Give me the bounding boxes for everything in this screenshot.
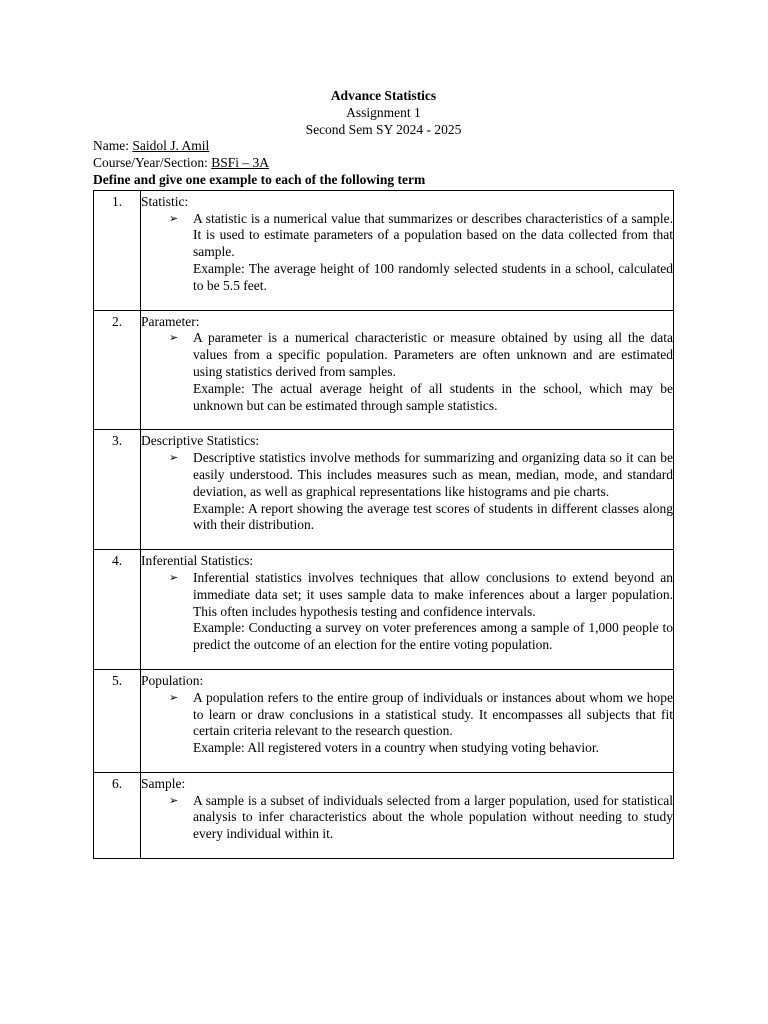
course-label: Course/Year/Section: — [93, 155, 212, 171]
arrow-bullet-icon: ➢ — [169, 451, 179, 465]
term-definition: Inferential statistics involves techniques that allow conclusions to extend beyond an immediate data set; it uses sample data to make inferences about a larger population. This often includes hypothesis testing and confidence intervals. — [193, 569, 673, 619]
bullet-item — [169, 689, 673, 757]
table-row — [94, 190, 674, 310]
term-cell — [141, 550, 674, 670]
term-cell — [141, 190, 674, 310]
arrow-bullet-icon: ➢ — [169, 570, 179, 584]
term-cell — [141, 430, 674, 550]
student-name: Saidol J. Amil — [132, 138, 210, 154]
instruction-text: Define and give one example to each of the following term — [93, 171, 426, 187]
term-number: 2. — [94, 310, 141, 430]
term-label: Sample: — [141, 775, 186, 791]
term-label: Inferential Statistics: — [141, 553, 254, 569]
term-cell — [141, 310, 674, 430]
term-number: 5. — [94, 669, 141, 772]
term-definition: Descriptive statistics involve methods for summarizing and organizing data so it can be easily understood. This includes measures such as mean, median, mode, and standard deviation, as well as graphical representations like histograms and pie charts. — [193, 450, 673, 499]
bullet-item — [169, 450, 673, 534]
document-page — [93, 88, 674, 859]
term-definition: A sample is a subset of individuals selected from a larger population, used for statistical analysis to infer characteristics about the whole population without needing to study every individual within it. — [193, 792, 673, 842]
assignment-label: Assignment 1 — [346, 104, 421, 120]
term-number: 1. — [94, 190, 141, 310]
term-example: Example: Conducting a survey on voter preferences among a sample of 1,000 people to predict the outcome of an election for the entire voting population. — [193, 620, 673, 653]
term-number: 3. — [94, 430, 141, 550]
arrow-bullet-icon: ➢ — [169, 211, 179, 225]
table-row — [94, 430, 674, 550]
terms-table — [93, 190, 674, 859]
arrow-bullet-icon: ➢ — [169, 331, 179, 345]
term-number: 4. — [94, 550, 141, 670]
term-label: Population: — [141, 672, 204, 688]
document-header — [93, 88, 674, 138]
table-row — [94, 669, 674, 772]
term-label: Descriptive Statistics: — [141, 433, 260, 449]
term-label: Parameter: — [141, 313, 200, 329]
term-example: Example: A report showing the average test scores of students in different classes along with their distribution. — [193, 500, 673, 533]
student-name-line — [93, 138, 674, 155]
document-title: Advance Statistics — [330, 88, 437, 103]
term-example: Example: The actual average height of all students in the school, which may be unknown but can be estimated through sample statistics. — [193, 380, 673, 413]
name-label: Name: — [93, 138, 133, 154]
bullet-item — [169, 792, 673, 843]
term-definition: A statistic is a numerical value that summarizes or describes characteristics of a sample. It is used to estimate parameters of a population based on the data collected from that sample. — [193, 210, 673, 260]
term-label: Statistic: — [141, 193, 189, 209]
arrow-bullet-icon: ➢ — [169, 793, 179, 807]
term-example: Example: The average height of 100 randomly selected students in a school, calculated to be 5.5 feet. — [193, 260, 673, 293]
bullet-item — [169, 330, 673, 414]
term-cell — [141, 772, 674, 858]
term-cell — [141, 669, 674, 772]
term-number: 6. — [94, 772, 141, 858]
table-row — [94, 772, 674, 858]
bullet-item — [169, 569, 673, 654]
arrow-bullet-icon: ➢ — [169, 690, 179, 704]
course-value: BSFi – 3A — [211, 155, 270, 171]
course-line — [93, 155, 674, 172]
term-definition: A parameter is a numerical characteristic or measure obtained by using all the data values from a specific population. Parameters are often unknown and are estimated using statistics derived from samples. — [193, 330, 673, 379]
bullet-item — [169, 210, 673, 295]
term-definition: A population refers to the entire group of individuals or instances about whom we hope to learn or draw conclusions in a statistical study. It encompasses all subjects that fit certain criteria relevant to the research question. — [193, 689, 673, 739]
table-row — [94, 310, 674, 430]
term-example: Example: All registered voters in a country when studying voting behavior. — [193, 740, 600, 756]
semester-label: Second Sem SY 2024 - 2025 — [305, 121, 462, 137]
table-row — [94, 550, 674, 670]
